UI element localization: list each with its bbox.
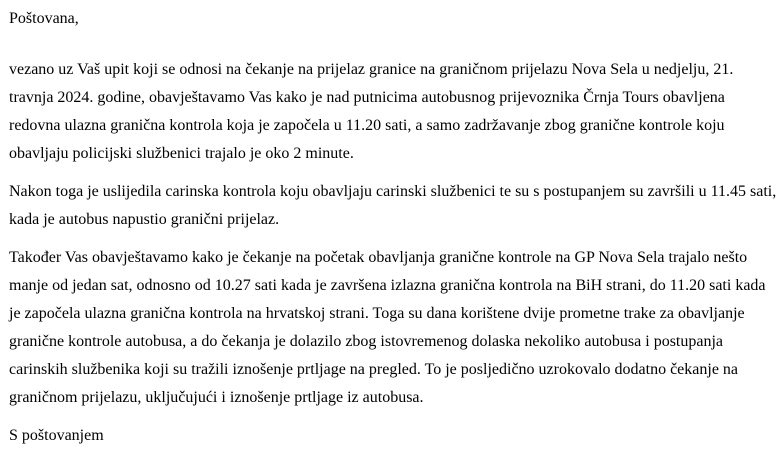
letter-greeting: Poštovana, — [9, 10, 79, 27]
letter-paragraph-border-control: vezano uz Vaš upit koji se odnosi na čekanje na prijelaz granice na graničnom prijelazu Nova Sela u nedjelju, 21. travnja 2024. godine, obavještavamo Vas kako je nad putnicima autobusnog prijevoznika Črnja Tours obavljena redovna ulazna granična kontrola koja je započela u 11.20 sati, a samo zadržavanje zbog granične kontrole koju obavljaju policijski službenici trajalo je oko 2 minute. — [9, 61, 734, 162]
letter-paragraph-waiting-explanation: Također Vas obavještavamo kako je čekanje na početak obavljanja granične kontrole na GP Nova Sela trajalo nešto manje od jedan sat, odnosno od 10.27 sati kada je završena izlazna granična kontrola na BiH strani, do 11.20 sati kada je započela ulazna granična kontrola na hrvatskoj strani. Toga su dana korištene dvije prometne trake za obavljanje granične kontrole autobusa, a do čekanja je dolazilo zbog istovremenog dolaska nekoliko autobusa i postupanja carinskih službenika koji su tražili iznošenje prtljage na pregled. To je posljedično uzrokovalo dodatno čekanje na graničnom prijelazu, uključujući i iznošenje prtljage iz autobusa. — [9, 249, 766, 406]
letter-closing: S poštovanjem — [9, 427, 104, 444]
letter-paragraph-customs-control: Nakon toga je uslijedila carinska kontrola koju obavljaju carinski službenici te su s postupanjem su završili u 11.45 sati, kada je autobus napustio granični prijelaz. — [9, 183, 777, 228]
